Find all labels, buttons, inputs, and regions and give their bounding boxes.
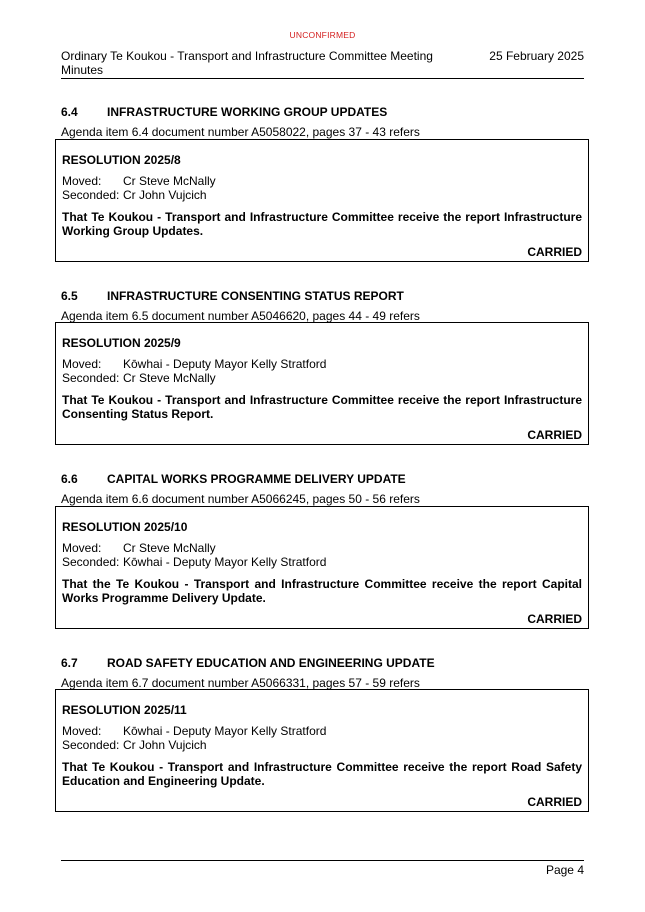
moved-by: Cr Steve McNally [123, 174, 216, 188]
moved-by: Cr Steve McNally [123, 541, 216, 555]
agenda-reference: Agenda item 6.4 document number A5058022, pages 37 - 43 refers [61, 125, 420, 139]
seconded-label: Seconded: [62, 371, 120, 385]
seconded-by: Cr John Vujcich [123, 188, 207, 202]
motion-text: That Te Koukou - Transport and Infrastructure Committee receive the report Infrastructure Consenting Status Report. [62, 393, 582, 421]
section-heading [61, 656, 435, 670]
moved-label: Moved: [62, 174, 102, 188]
resolution-box [55, 322, 589, 445]
motion-text: That Te Koukou - Transport and Infrastructure Committee receive the report Infrastructure Working Group Updates. [62, 210, 582, 238]
moved-row [62, 357, 582, 371]
resolution-box [55, 506, 589, 629]
resolution-number: RESOLUTION 2025/9 [62, 336, 181, 350]
seconded-row [62, 555, 582, 569]
motion-text: That Te Koukou - Transport and Infrastructure Committee receive the report Road Safety Education and Engineering Update. [62, 760, 582, 788]
moved-by: Kōwhai - Deputy Mayor Kelly Stratford [123, 724, 327, 738]
header-divider [61, 78, 584, 79]
section-number: 6.6 [61, 472, 78, 486]
section-title: CAPITAL WORKS PROGRAMME DELIVERY UPDATE [107, 472, 406, 486]
section-title: ROAD SAFETY EDUCATION AND ENGINEERING UPDATE [107, 656, 435, 670]
section-title: INFRASTRUCTURE CONSENTING STATUS REPORT [107, 289, 404, 303]
resolution-number: RESOLUTION 2025/8 [62, 153, 181, 167]
footer-divider [61, 860, 584, 861]
agenda-reference: Agenda item 6.5 document number A5046620, pages 44 - 49 refers [61, 309, 420, 323]
section-heading [61, 472, 406, 486]
section-number: 6.7 [61, 656, 78, 670]
seconded-by: Cr John Vujcich [123, 738, 207, 752]
motion-text: That the Te Koukou - Transport and Infrastructure Committee receive the report Capital Works Programme Delivery Update. [62, 577, 582, 605]
moved-row [62, 724, 582, 738]
resolution-number: RESOLUTION 2025/11 [62, 703, 187, 717]
seconded-by: Cr Steve McNally [123, 371, 216, 385]
unconfirmed-stamp: UNCONFIRMED [289, 30, 356, 40]
section-number: 6.5 [61, 289, 78, 303]
agenda-reference: Agenda item 6.6 document number A5066245, pages 50 - 56 refers [61, 492, 420, 506]
resolution-number: RESOLUTION 2025/10 [62, 520, 188, 534]
meeting-date: 25 February 2025 [489, 49, 584, 63]
agenda-reference: Agenda item 6.7 document number A5066331, pages 57 - 59 refers [61, 676, 420, 690]
outcome: CARRIED [527, 795, 582, 809]
seconded-label: Seconded: [62, 555, 120, 569]
resolution-box [55, 139, 589, 262]
outcome: CARRIED [527, 245, 582, 259]
moved-label: Moved: [62, 724, 102, 738]
outcome: CARRIED [527, 428, 582, 442]
seconded-row [62, 188, 582, 202]
moved-by: Kōwhai - Deputy Mayor Kelly Stratford [123, 357, 327, 371]
seconded-label: Seconded: [62, 188, 120, 202]
moved-row [62, 541, 582, 555]
seconded-by: Kōwhai - Deputy Mayor Kelly Stratford [123, 555, 327, 569]
section-number: 6.4 [61, 105, 78, 119]
seconded-row [62, 738, 582, 752]
seconded-row [62, 371, 582, 385]
section-heading [61, 105, 387, 119]
moved-label: Moved: [62, 541, 102, 555]
moved-row [62, 174, 582, 188]
moved-label: Moved: [62, 357, 102, 371]
document-title: Ordinary Te Koukou - Transport and Infrastructure Committee Meeting Minutes [61, 49, 433, 77]
resolution-box [55, 689, 589, 812]
section-title: INFRASTRUCTURE WORKING GROUP UPDATES [107, 105, 388, 119]
seconded-label: Seconded: [62, 738, 120, 752]
outcome: CARRIED [527, 612, 582, 626]
page-number: Page 4 [545, 863, 584, 877]
section-heading [61, 289, 404, 303]
